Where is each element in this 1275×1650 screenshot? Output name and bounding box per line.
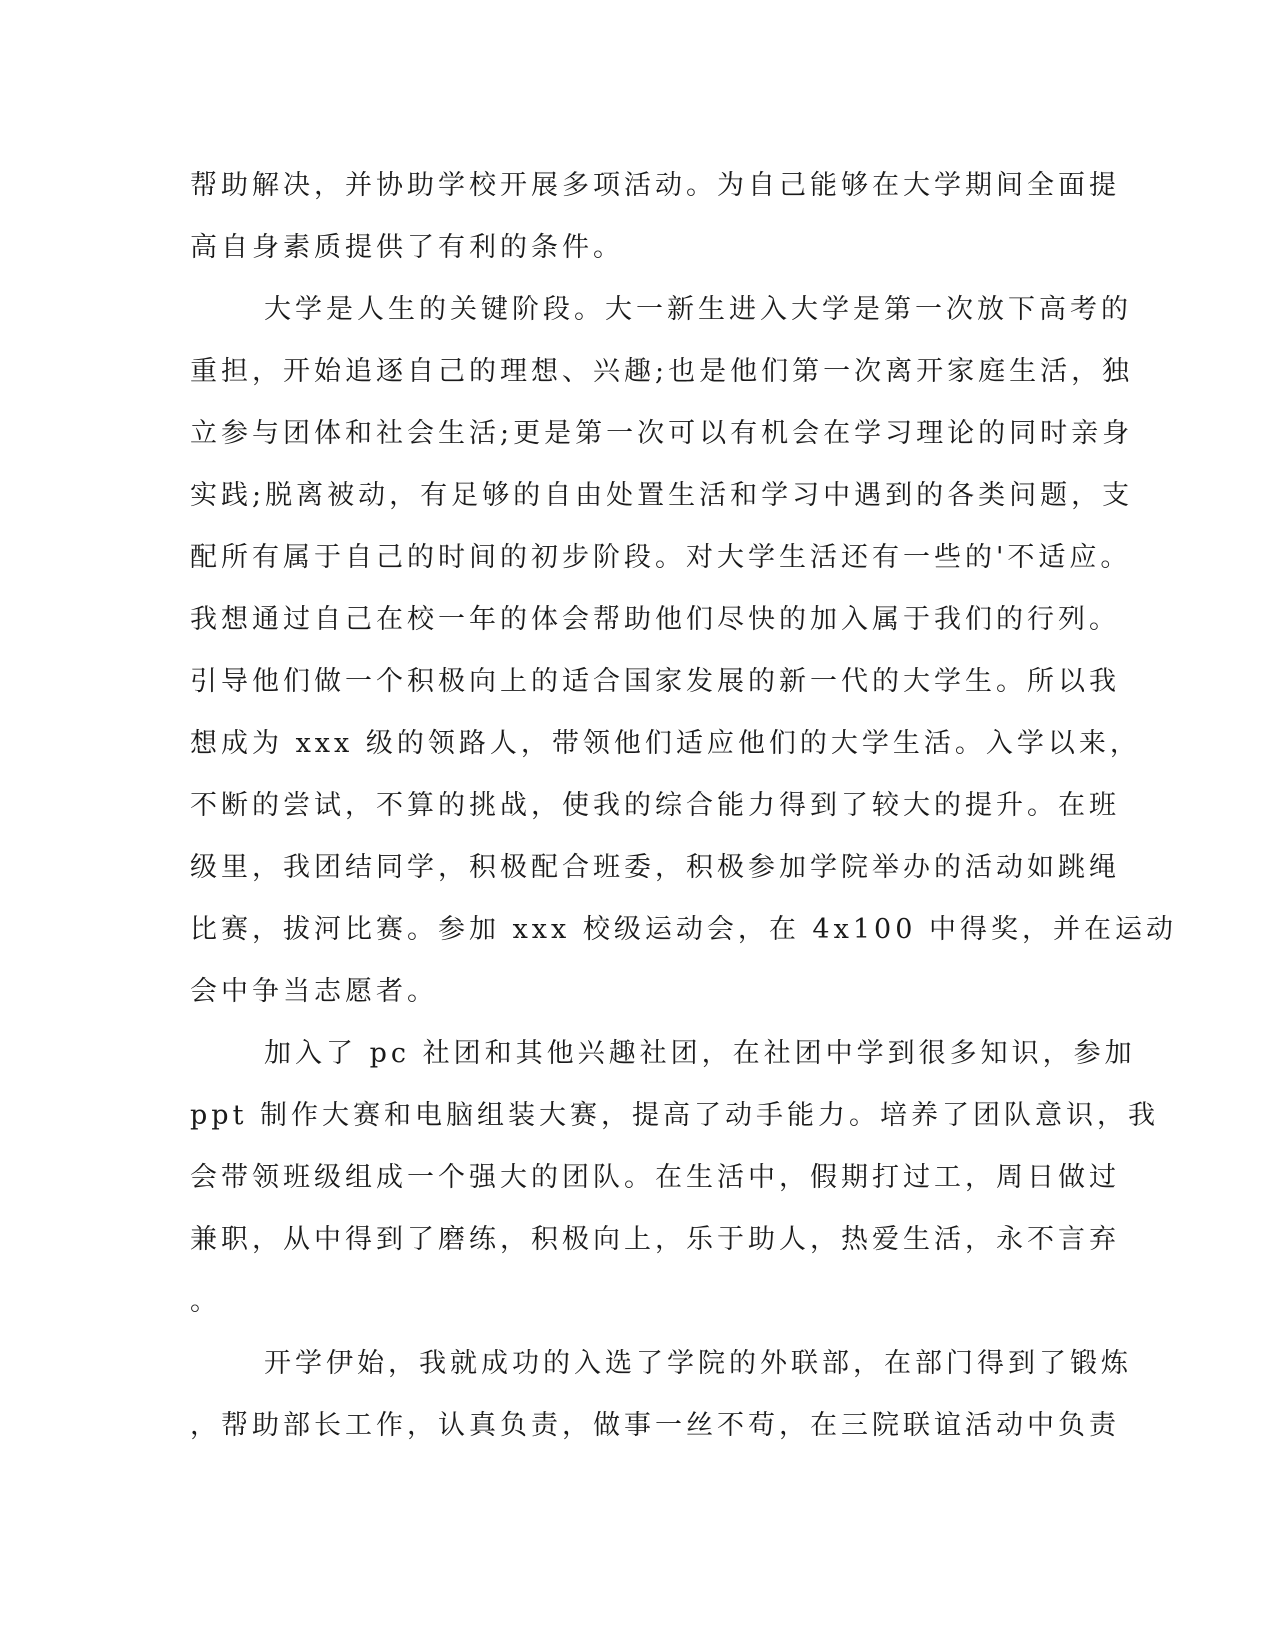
paragraph-first-line [190,279,1132,341]
text-line: ppt 制作大赛和电脑组装大赛，提高了动手能力。培养了团队意识，我 [190,1100,1159,1131]
text-line: 兼职，从中得到了磨练，积极向上，乐于助人，热爱生活，永不言弃 [190,1224,1120,1255]
body-text [190,155,1177,1457]
text-line: 配所有属于自己的时间的初步阶段。对大学生活还有一些的'不适应。 [190,542,1132,573]
paragraph-first-line [190,1333,1132,1395]
text-line: 大学是人生的关键阶段。大一新生进入大学是第一次放下高考的 [264,294,1132,325]
text-line: 高自身素质提供了有利的条件。 [190,232,624,263]
text-line: 想成为 xxx 级的领路人，带领他们适应他们的大学生活。入学以来， [190,728,1141,759]
text-line: 级里，我团结同学，积极配合班委，积极参加学院举办的活动如跳绳 [190,852,1120,883]
text-line: 实践;脱离被动，有足够的自由处置生活和学习中遇到的各类问题，支 [190,480,1134,511]
text-line: 会带领班级组成一个强大的团队。在生活中，假期打过工，周日做过 [190,1162,1120,1193]
text-line: 加入了 pc 社团和其他兴趣社团，在社团中学到很多知识，参加 [264,1038,1136,1069]
text-line: ，帮助部长工作，认真负责，做事一丝不苟，在三院联谊活动中负责 [190,1410,1120,1441]
text-line: 重担，开始追逐自己的理想、兴趣;也是他们第一次离开家庭生活，独 [190,356,1134,387]
text-line: 帮助解决，并协助学校开展多项活动。为自己能够在大学期间全面提 [190,170,1120,201]
text-line: 不断的尝试，不算的挑战，使我的综合能力得到了较大的提升。在班 [190,790,1120,821]
text-line: 会中争当志愿者。 [190,976,438,1007]
text-line: 立参与团体和社会生活;更是第一次可以有机会在学习理论的同时亲身 [190,418,1134,449]
paragraph-first-line [190,1023,1136,1085]
text-line: 比赛，拔河比赛。参加 xxx 校级运动会，在 4x100 中得奖，并在运动 [190,914,1177,945]
text-line: 我想通过自己在校一年的体会帮助他们尽快的加入属于我们的行列。 [190,604,1120,635]
text-line: 引导他们做一个积极向上的适合国家发展的新一代的大学生。所以我 [190,666,1120,697]
text-line: 。 [190,1286,221,1317]
text-line: 开学伊始，我就成功的入选了学院的外联部，在部门得到了锻炼 [264,1348,1132,1379]
